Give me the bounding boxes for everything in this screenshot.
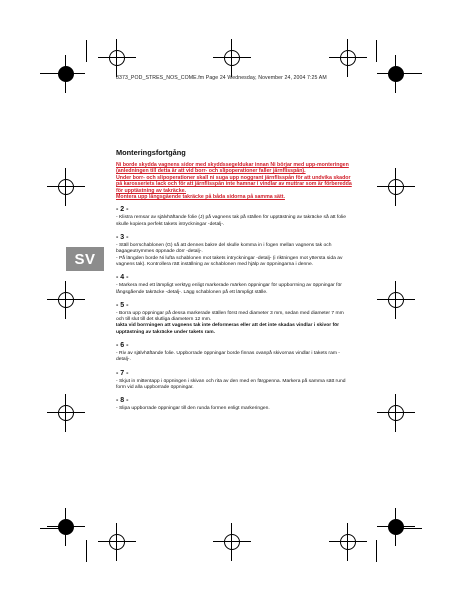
registration-mark-icon	[385, 289, 407, 311]
step-instruction: - Skjut in mittentapp i öppningen i skivan och rita av den med en färgpenna. Markera på samma sätt rund form vid alla uppborrade öppningar.	[116, 378, 346, 390]
document-body	[116, 148, 352, 412]
warning-text: Ni borde skydda vagnens sidor med skyddssegeldukar innan Ni börjar med upp-monteringen (anledningen till detta är att vid borr- och slipoperationer faller järnflisspån).	[116, 162, 349, 175]
step-number: - 3 -	[116, 234, 129, 242]
step-instruction: - Riv av självhäftande folie. Uppborrade öppningar borde finnas ovanpå skivornas vindlar i takets ram -detalj-.	[116, 351, 340, 363]
step-instruction: Iakta vid borrningen att vagnens tak inte deformeras eller att det inte skadas vindlar i skivor för upptästning av takräcke under takets ram.	[116, 323, 340, 335]
step-number: - 6 -	[116, 342, 129, 349]
language-tab-label: SV	[74, 250, 96, 268]
warning-text: Under borr- och slipoperationer skall ni suga upp noggrant järnflisspån för att undvika skador på karosseriets lack och för att järnflisspån inte hamnar i vindlar av muttrar som är förberedda för upptästning av takräcke.	[116, 174, 352, 194]
trim-line-top-right-v	[376, 40, 377, 62]
registration-mark-icon	[106, 47, 128, 69]
registration-mark-icon	[221, 47, 243, 69]
language-tab	[66, 247, 104, 271]
step-section	[116, 234, 352, 268]
registration-mark-icon	[221, 531, 243, 553]
step-number: - 7 -	[116, 369, 129, 377]
step-instruction: - Markera med ett lämpligt verktyg enligt markerade märken öppningar för uppborrning av öppningar för långsgående takräcke -detalj-. Lägg schablonen på ett lämpligt ställe.	[116, 283, 342, 295]
step-instruction: - Klistra remsar av självhäftande folie (J) på vagnens tak på ställen för upptästning av takräcke så att folie skulle kopiera perfekt takets intryckningar -detalj-.	[116, 215, 346, 227]
step-section	[116, 302, 352, 336]
warning-text: Montera upp långsgående takräcke på båda sidorna på samma sätt.	[116, 194, 285, 201]
trim-line-bottom-left-v	[86, 540, 87, 562]
step-number: - 8 -	[116, 397, 129, 405]
registration-mark-icon	[385, 402, 407, 424]
steps-list	[116, 206, 352, 412]
print-file-info: 8373_POD_STRES_NOS_COME.fm Page 24 Wednesday, November 24, 2004 7:25 AM	[116, 75, 327, 81]
registration-mark-icon	[385, 516, 407, 538]
step-section	[116, 370, 352, 392]
step-section	[116, 206, 352, 228]
registration-mark-icon	[385, 63, 407, 85]
page-title: Monteringsfortgång	[116, 148, 186, 157]
registration-mark-icon	[337, 47, 359, 69]
step-instruction: - Borra upp öppningar på dessa markerade ställen först med diameter 3 mm, sedan med diameter 7 mm och till slut till det slutliga diametern 12 mm.	[116, 310, 344, 323]
step-section	[116, 342, 352, 364]
registration-mark-icon	[106, 531, 128, 553]
step-number: - 2 -	[116, 206, 129, 214]
registration-mark-icon	[55, 176, 77, 198]
trim-line-bottom-right-v	[376, 540, 377, 562]
registration-mark-icon	[337, 531, 359, 553]
step-number: - 5 -	[116, 301, 129, 309]
step-instruction: - Ställ borrschablonen (G) så att dennes bakre del skulle komma in i fogen mellan vagnens tak och bagageutrymmes öppnade dörr -detalj-.	[116, 243, 332, 255]
trim-line-top-left-v	[86, 40, 87, 62]
step-number: - 4 -	[116, 274, 129, 282]
registration-mark-icon	[55, 63, 77, 85]
registration-mark-icon	[55, 402, 77, 424]
step-instruction: - Slipa uppborrade öppningar till den runda formen enligt markeringen.	[116, 406, 270, 412]
registration-mark-icon	[385, 176, 407, 198]
warning-block	[116, 162, 352, 200]
step-section	[116, 274, 352, 296]
registration-mark-icon	[55, 289, 77, 311]
step-instruction: - På längden borde Ni lufta schablonen mot takets intryckningar -detalj- (i riktningen mot yttersta sida av vagnens tak). Kontrollera rätt inställning av schablonen med hjälp av öppningarna i denne.	[116, 255, 343, 267]
step-section	[116, 397, 352, 412]
registration-mark-icon	[55, 516, 77, 538]
